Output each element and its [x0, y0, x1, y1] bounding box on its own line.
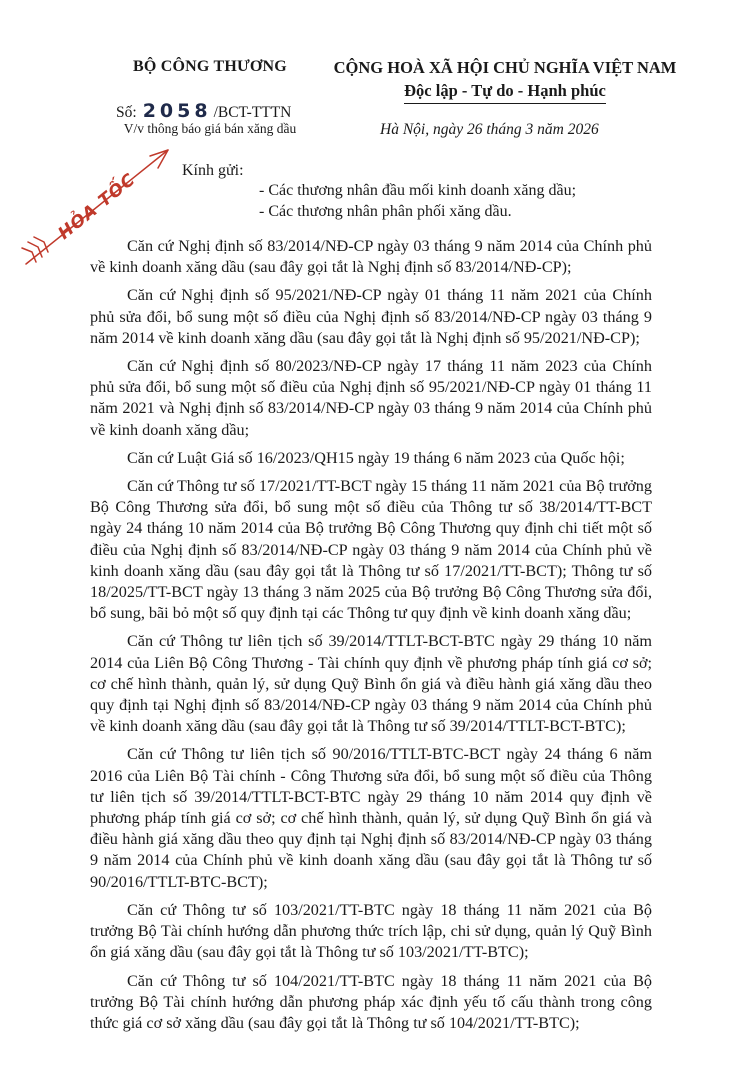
national-motto: Độc lập - Tự do - Hạnh phúc: [404, 81, 606, 104]
document-number: [116, 100, 291, 122]
legal-basis-paragraph: Căn cứ Thông tư số 103/2021/TT-BTC ngày 18 tháng 11 năm 2021 của Bộ trưởng Bộ Tài chính hướng dẫn phương thức trích lập, chi sử dụng, quản lý Quỹ Bình ổn giá xăng dầu (sau đây gọi tắt là Thông tư số 103/2021/TT-BTC);: [90, 900, 652, 962]
legal-basis-paragraph: Căn cứ Nghị định số 95/2021/NĐ-CP ngày 01 tháng 11 năm 2021 của Chính phủ sửa đổi, bổ sung một số điều của Nghị định số 83/2014/NĐ-CP ngày 03 tháng 9 năm 2014 về kinh doanh xăng dầu (sau đây gọi tắt là Nghị định số 95/2021/NĐ-CP);: [90, 286, 652, 347]
recipient-item: - Các thương nhân phân phối xăng dầu.: [259, 203, 512, 220]
document-body: [90, 236, 652, 1041]
recipient-item: - Các thương nhân đầu mối kinh doanh xăng dầu;: [259, 182, 577, 199]
document-subject: V/v thông báo giá bán xăng dầu: [123, 121, 297, 136]
ministry-name: BỘ CÔNG THƯƠNG: [133, 58, 287, 75]
legal-basis-paragraph: Căn cứ Thông tư số 17/2021/TT-BCT ngày 15 tháng 11 năm 2021 của Bộ trưởng Bộ Công Thương sửa đổi, bổ sung một số điều của Thông tư số 38/2014/TT-BCT ngày 24 tháng 10 năm 2014 của Bộ trưởng Bộ Công Thương quy định chi tiết một số điều của Nghị định số 83/2014/NĐ-CP ngày 03 tháng 9 năm 2014 của Chính phủ về kinh doanh xăng dầu (sau đây gọi tắt là Thông tư số 17/2021/TT-BCT); Thông tư số 18/2025/TT-BCT ngày 13 tháng 3 năm 2025 của Bộ trưởng Bộ Công Thương sửa đổi, bổ sung, bãi bỏ một số quy định tại các Thông tư quy định về kinh doanh xăng dầu;: [90, 477, 652, 623]
place-date: Hà Nội, ngày 26 tháng 3 năm 2026: [380, 121, 599, 138]
doc-number-value: 2058: [142, 100, 212, 122]
urgent-stamp-text: HỎA TỐC: [54, 169, 140, 244]
national-header: [330, 58, 680, 104]
doc-number-label: Số:: [116, 104, 137, 121]
issuer-block: [92, 58, 328, 76]
legal-basis-paragraph: Căn cứ Nghị định số 80/2023/NĐ-CP ngày 17 tháng 11 năm 2023 của Chính phủ sửa đổi, bổ sung một số điều của Nghị định số 95/2021/NĐ-CP ngày 01 tháng 11 năm 2021 và Nghị định số 83/2014/NĐ-CP ngày 03 tháng 9 năm 2014 của Chính phủ về kinh doanh xăng dầu;: [90, 357, 652, 439]
legal-basis-paragraph: Căn cứ Thông tư liên tịch số 39/2014/TTLT-BCT-BTC ngày 29 tháng 10 năm 2014 của Liên Bộ Công Thương - Tài chính quy định về phương pháp tính giá cơ sở; cơ chế hình thành, quản lý, sử dụng Quỹ Bình ổn giá và điều hành giá xăng dầu theo quy định tại Nghị định số 83/2014/NĐ-CP ngày 03 tháng 9 năm 2014 của Chính phủ về kinh doanh xăng dầu (sau đây gọi tắt là Thông tư số 39/2014/TTLT-BCT-BTC);: [90, 632, 652, 736]
legal-basis-paragraph: Căn cứ Nghị định số 83/2014/NĐ-CP ngày 03 tháng 9 năm 2014 của Chính phủ về kinh doanh xăng dầu (sau đây gọi tắt là Nghị định số 83/2014/NĐ-CP);: [90, 237, 652, 277]
doc-number-suffix: /BCT-TTTN: [213, 104, 292, 121]
nation-title: CỘNG HOÀ XÃ HỘI CHỦ NGHĨA VIỆT NAM: [333, 58, 677, 77]
legal-basis-paragraph: Căn cứ Thông tư liên tịch số 90/2016/TTLT-BTC-BCT ngày 24 tháng 6 năm 2016 của Liên Bộ Tài chính - Công Thương sửa đổi, bổ sung một số điều của Thông tư liên tịch số 39/2014/TTLT-BCT-BTC ngày 29 tháng 10 năm 2014 quy định về phương pháp tính giá cơ sở; cơ chế hình thành, quản lý, sử dụng Quỹ Bình ổn giá và điều hành giá xăng dầu theo quy định tại Nghị định số 83/2014/NĐ-CP ngày 03 tháng 9 năm 2014 của Chính phủ về kinh doanh xăng dầu (sau đây gọi tắt là Thông tư số 90/2016/TTLT-BTC-BCT);: [90, 745, 652, 891]
legal-basis-paragraph: Căn cứ Thông tư số 104/2021/TT-BTC ngày 18 tháng 11 năm 2021 của Bộ trưởng Bộ Tài chính hướng dẫn phương pháp xác định yếu tố cấu thành trong công thức giá cơ sở xăng dầu (sau đây gọi tắt là Thông tư số 104/2021/TT-BTC);: [90, 971, 652, 1032]
greeting: Kính gửi:: [182, 162, 244, 179]
legal-basis-paragraph: Căn cứ Luật Giá số 16/2023/QH15 ngày 19 tháng 6 năm 2023 của Quốc hội;: [127, 448, 625, 467]
